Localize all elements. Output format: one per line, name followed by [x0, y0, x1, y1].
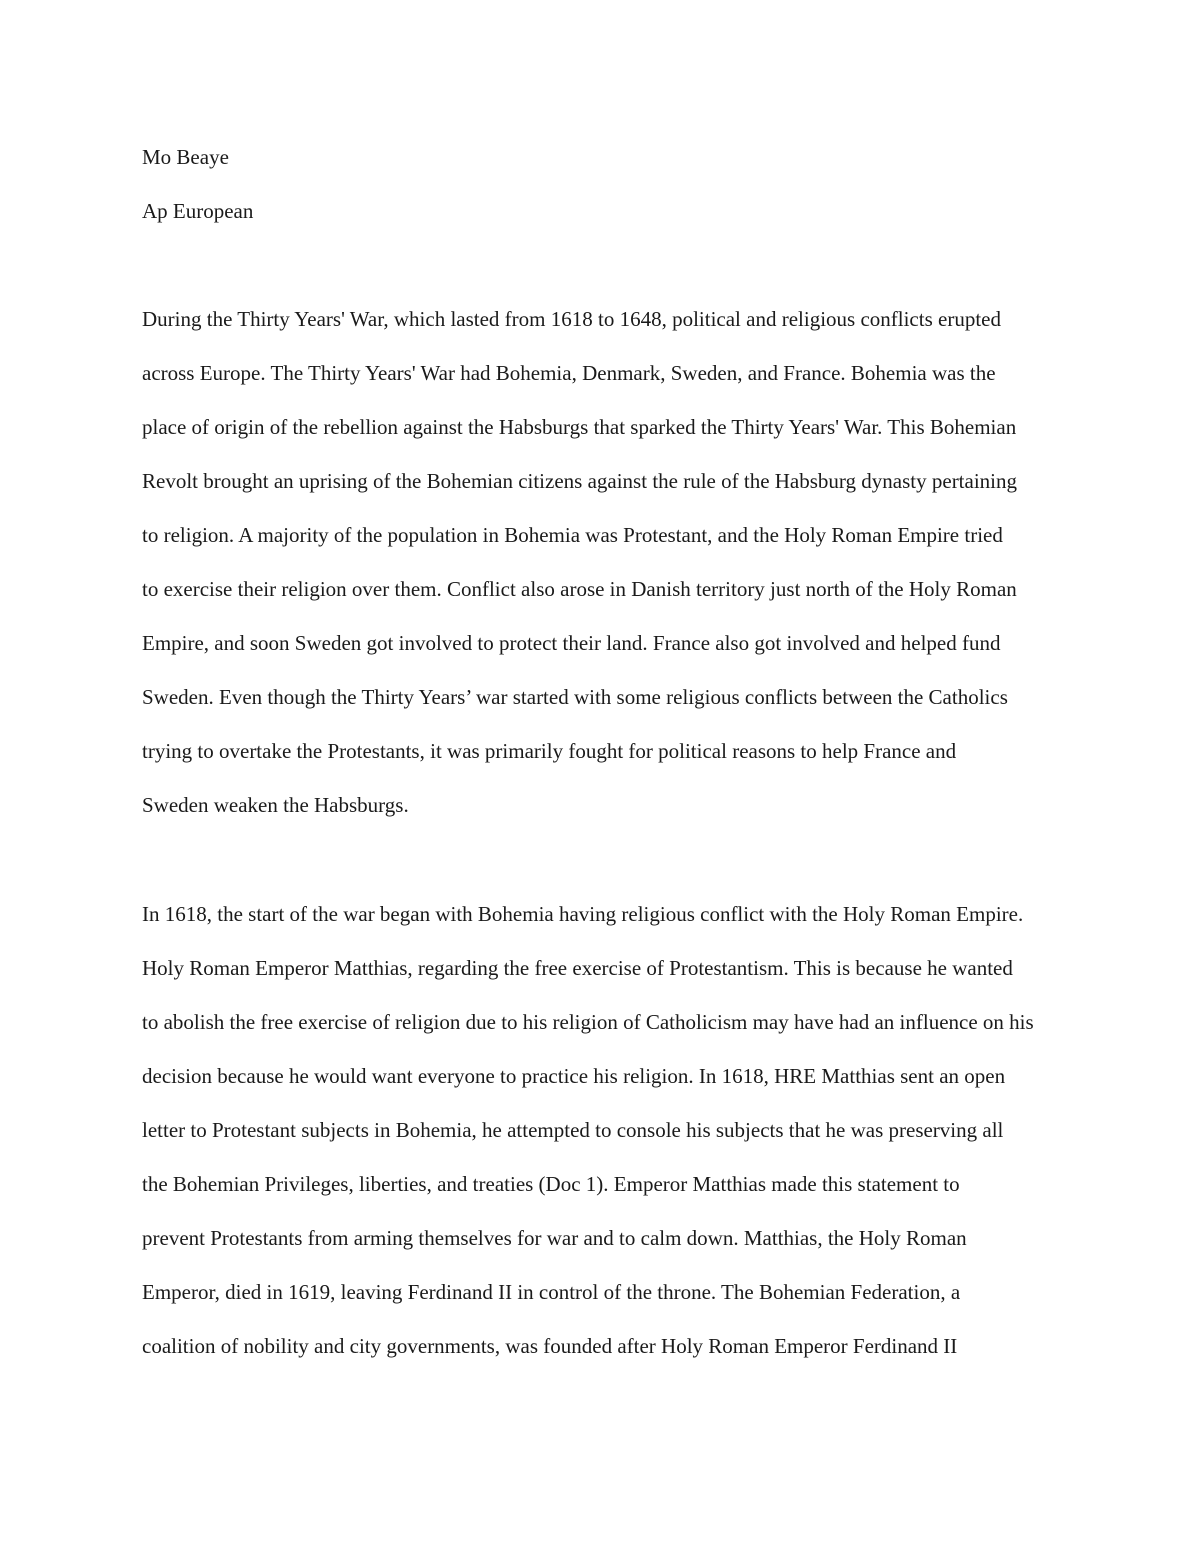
author-name: Mo Beaye [142, 145, 229, 169]
paragraph-line: across Europe. The Thirty Years' War had Bohemia, Denmark, Sweden, and France. Bohemia was the [142, 361, 996, 385]
paragraph-line: place of origin of the rebellion against the Habsburgs that sparked the Thirty Years' War. This Bohemian [142, 415, 1017, 439]
paragraph-line: Sweden weaken the Habsburgs. [142, 793, 409, 817]
paragraph-line: coalition of nobility and city governments, was founded after Holy Roman Emperor Ferdinand II [142, 1334, 958, 1358]
paragraph-line: letter to Protestant subjects in Bohemia, he attempted to console his subjects that he was preserving all [142, 1118, 1004, 1142]
paragraph-line: In 1618, the start of the war began with Bohemia having religious conflict with the Holy Roman Empire. [142, 902, 1024, 926]
paragraph-line: During the Thirty Years' War, which lasted from 1618 to 1648, political and religious conflicts erupted [142, 307, 1001, 331]
paragraph-line: to exercise their religion over them. Conflict also arose in Danish territory just north of the Holy Roman [142, 577, 1017, 601]
paragraph-line: to religion. A majority of the population in Bohemia was Protestant, and the Holy Roman Empire tried [142, 523, 1003, 547]
course-name: Ap European [142, 199, 254, 223]
paragraph-line: prevent Protestants from arming themselves for war and to calm down. Matthias, the Holy Roman [142, 1226, 967, 1250]
paragraph-line: to abolish the free exercise of religion due to his religion of Catholicism may have had an influence on his [142, 1010, 1034, 1034]
paragraph-line: the Bohemian Privileges, liberties, and treaties (Doc 1). Emperor Matthias made this statement to [142, 1172, 960, 1196]
paragraph-line: trying to overtake the Protestants, it was primarily fought for political reasons to help France and [142, 739, 957, 763]
paragraph-line: Emperor, died in 1619, leaving Ferdinand II in control of the throne. The Bohemian Federation, a [142, 1280, 961, 1304]
paragraph-2 [142, 900, 1082, 1386]
paragraph-line: Holy Roman Emperor Matthias, regarding the free exercise of Protestantism. This is because he wanted [142, 956, 1013, 980]
paragraph-line: Empire, and soon Sweden got involved to protect their land. France also got involved and helped fund [142, 631, 1001, 655]
paragraph-line: Sweden. Even though the Thirty Years’ war started with some religious conflicts between the Catholics [142, 685, 1008, 709]
paragraph-line: Revolt brought an uprising of the Bohemian citizens against the rule of the Habsburg dynasty pertaining [142, 469, 1018, 493]
paragraph-line: decision because he would want everyone to practice his religion. In 1618, HRE Matthias sent an open [142, 1064, 1006, 1088]
paragraph-1 [142, 305, 1082, 845]
